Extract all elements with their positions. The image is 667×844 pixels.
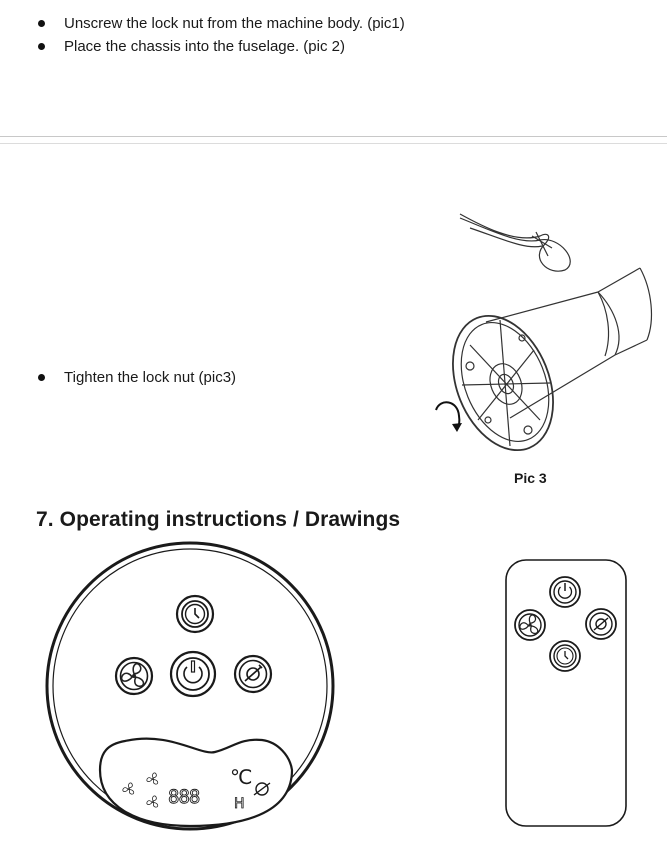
rotation-arrow-icon xyxy=(436,402,462,432)
section-heading: 7. Operating instructions / Drawings xyxy=(36,508,401,531)
figure-caption: Pic 3 xyxy=(514,470,547,486)
timer-icon[interactable] xyxy=(177,596,213,632)
remote-timer-icon[interactable] xyxy=(550,641,580,671)
remote-fan-icon[interactable] xyxy=(515,610,545,640)
celsius-indicator: ℃ xyxy=(230,765,253,789)
step-item: Unscrew the lock nut from the machine body. (pic1) xyxy=(38,12,405,35)
display-panel xyxy=(100,739,292,826)
digit-display: 888 xyxy=(168,786,200,808)
pic3-fan-assembly-illustration xyxy=(434,214,651,465)
remote-power-icon[interactable] xyxy=(550,577,580,607)
fan-icon[interactable] xyxy=(116,658,152,694)
step-item: Place the chassis into the fuselage. (pic 2) xyxy=(38,35,405,58)
step-item: Tighten the lock nut (pic3) xyxy=(38,366,236,389)
remote-swing-icon[interactable] xyxy=(586,609,616,639)
humidity-indicator: H xyxy=(234,796,245,812)
power-icon[interactable] xyxy=(171,652,215,696)
swing-icon[interactable] xyxy=(235,656,271,692)
